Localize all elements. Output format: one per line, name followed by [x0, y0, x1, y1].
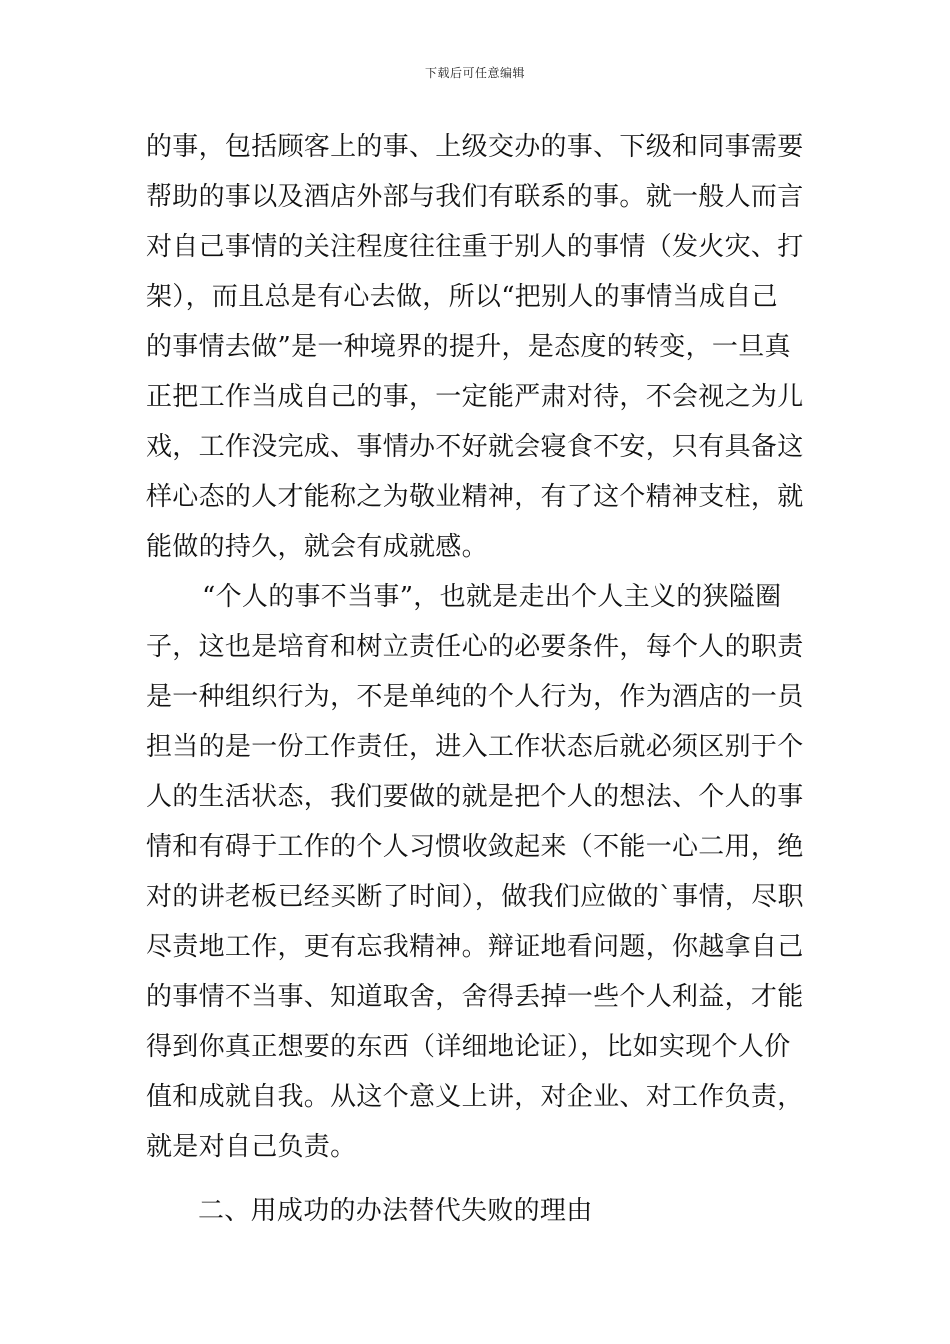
section-gap: [146, 1172, 814, 1186]
paragraph-line: 情和有碍于工作的个人习惯收敛起来（不能一心二用，绝: [146, 832, 804, 862]
paragraph-line: 担当的是一份工作责任，进入工作状态后就必须区别于个: [146, 732, 804, 762]
paragraph-line: 戏，工作没完成、事情办不好就会寝食不安，只有具备这: [146, 432, 804, 462]
paragraph-line: 的事，包括顾客上的事、上级交办的事、下级和同事需要: [146, 132, 804, 162]
paragraph-line: “个人的事不当事”，也就是走出个人主义的狭隘圈: [202, 582, 782, 612]
paragraph-line: 能做的持久，就会有成就感。: [146, 532, 488, 562]
page-header-note: 下载后可任意编辑: [424, 66, 525, 80]
document-body: [146, 122, 814, 1236]
paragraph-line: 的事情不当事、知道取舍，舍得丢掉一些个人利益，才能: [146, 982, 804, 1012]
paragraph-line: 就是对自己负责。: [146, 1132, 357, 1162]
paragraph-line: 人的生活状态，我们要做的就是把个人的想法、个人的事: [146, 782, 804, 812]
section-heading: 二、用成功的办法替代失败的理由: [198, 1196, 593, 1226]
paragraph-line: 子，这也是培育和树立责任心的必要条件，每个人的职责: [146, 632, 804, 662]
paragraph-line: 尽责地工作，更有忘我精神。辩证地看问题，你越拿自己: [146, 932, 804, 962]
paragraph-1: [146, 122, 814, 572]
paragraph-line: 对自己事情的关注程度往往重于别人的事情（发火灾、打: [146, 232, 804, 262]
paragraph-line: 正把工作当成自己的事，一定能严肃对待，不会视之为儿: [146, 382, 804, 412]
paragraph-line: 得到你真正想要的东西（详细地论证），比如实现个人价: [146, 1032, 791, 1062]
paragraph-line: 帮助的事以及酒店外部与我们有联系的事。就一般人而言: [146, 182, 804, 212]
paragraph-line: 架），而且总是有心去做，所以“把别人的事情当成自己: [146, 282, 778, 312]
paragraph-line: 是一种组织行为，不是单纯的个人行为，作为酒店的一员: [146, 682, 804, 712]
paragraph-line: 样心态的人才能称之为敬业精神，有了这个精神支柱，就: [146, 482, 804, 512]
paragraph-2: [146, 572, 814, 1172]
paragraph-line: 值和成就自我。从这个意义上讲，对企业、对工作负责，: [146, 1082, 804, 1112]
paragraph-line: 对的讲老板已经买断了时间），做我们应做的`事情，尽职: [146, 882, 804, 912]
paragraph-line: 的事情去做”是一种境界的提升，是态度的转变，一旦真: [146, 332, 791, 362]
